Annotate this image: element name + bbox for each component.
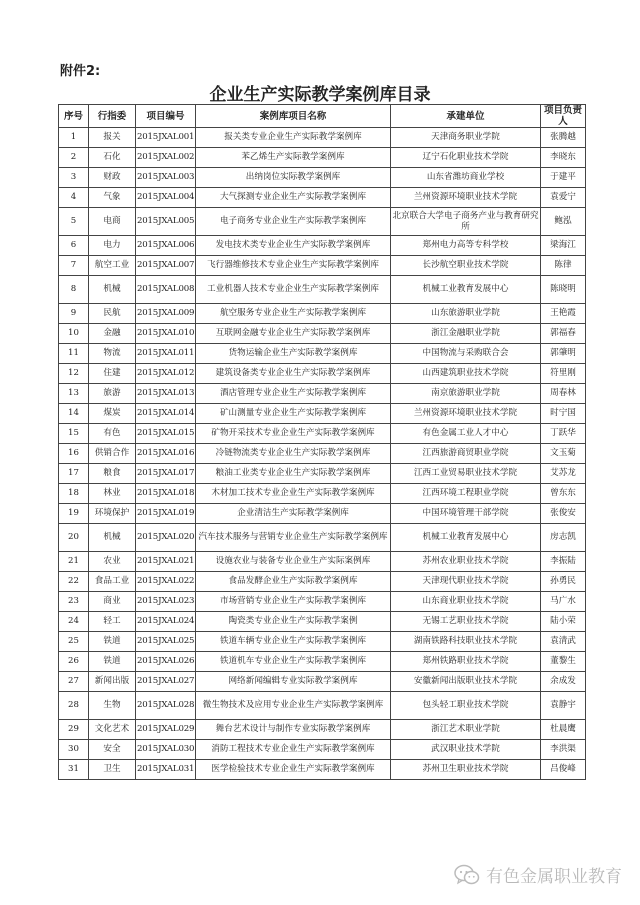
code-cell: 2015JXAL027 [136, 672, 196, 692]
industry-cell: 机械 [89, 524, 136, 552]
table-body [59, 128, 586, 780]
code-cell: 2015JXAL019 [136, 504, 196, 524]
name-cell: 矿物开采技术专业企业生产实际教学案例库 [196, 424, 391, 444]
seq-cell: 9 [59, 304, 89, 324]
table-row [59, 524, 586, 552]
seq-cell: 28 [59, 692, 89, 720]
code-cell: 2015JXAL006 [136, 236, 196, 256]
unit-cell: 天津商务职业学院 [391, 128, 541, 148]
name-cell: 互联网金融专业企业生产实际教学案例库 [196, 324, 391, 344]
name-cell: 工业机器人技术专业企业生产实际教学案例库 [196, 276, 391, 304]
table-row [59, 256, 586, 276]
header-industry: 行指委 [89, 105, 136, 128]
attachment-label: 附件2: [60, 64, 101, 79]
person-cell: 余成发 [541, 672, 586, 692]
person-cell: 马广水 [541, 592, 586, 612]
table-row [59, 592, 586, 612]
code-cell: 2015JXAL011 [136, 344, 196, 364]
code-cell: 2015JXAL012 [136, 364, 196, 384]
person-cell: 张腾越 [541, 128, 586, 148]
seq-cell: 21 [59, 552, 89, 572]
person-cell: 艾苏龙 [541, 464, 586, 484]
name-cell: 微生物技术及应用专业企业生产实际教学案例库 [196, 692, 391, 720]
table-row [59, 188, 586, 208]
table-row [59, 612, 586, 632]
table-row [59, 404, 586, 424]
table-row [59, 652, 586, 672]
seq-cell: 18 [59, 484, 89, 504]
table-row [59, 128, 586, 148]
seq-cell: 1 [59, 128, 89, 148]
industry-cell: 食品工业 [89, 572, 136, 592]
industry-cell: 金融 [89, 324, 136, 344]
wechat-icon [454, 864, 480, 886]
table-row [59, 760, 586, 780]
table-row [59, 484, 586, 504]
table-row [59, 384, 586, 404]
unit-cell: 武汉职业技术学院 [391, 740, 541, 760]
unit-cell: 山东省潍坊商业学校 [391, 168, 541, 188]
table-row [59, 740, 586, 760]
unit-cell: 苏州农业职业技术学院 [391, 552, 541, 572]
code-cell: 2015JXAL001 [136, 128, 196, 148]
unit-cell: 山西建筑职业技术学院 [391, 364, 541, 384]
person-cell: 董黎生 [541, 652, 586, 672]
code-cell: 2015JXAL030 [136, 740, 196, 760]
case-library-table [58, 104, 586, 780]
header-seq: 序号 [59, 105, 89, 128]
person-cell: 陆小荣 [541, 612, 586, 632]
table-row [59, 504, 586, 524]
industry-cell: 粮食 [89, 464, 136, 484]
person-cell: 袁清武 [541, 632, 586, 652]
industry-cell: 铁道 [89, 632, 136, 652]
code-cell: 2015JXAL025 [136, 632, 196, 652]
industry-cell: 电力 [89, 236, 136, 256]
unit-cell: 辽宁石化职业技术学院 [391, 148, 541, 168]
code-cell: 2015JXAL028 [136, 692, 196, 720]
name-cell: 电子商务专业企业生产实际教学案例库 [196, 208, 391, 236]
person-cell: 王艳霞 [541, 304, 586, 324]
seq-cell: 31 [59, 760, 89, 780]
name-cell: 矿山测量专业企业生产实际教学案例库 [196, 404, 391, 424]
table-row [59, 572, 586, 592]
person-cell: 陈律 [541, 256, 586, 276]
header-person: 项目负责人 [541, 105, 586, 128]
industry-cell: 卫生 [89, 760, 136, 780]
seq-cell: 29 [59, 720, 89, 740]
person-cell: 李洪渠 [541, 740, 586, 760]
industry-cell: 气象 [89, 188, 136, 208]
industry-cell: 新闻出版 [89, 672, 136, 692]
industry-cell: 物流 [89, 344, 136, 364]
name-cell: 设施农业与装备专业企业生产实际案例库 [196, 552, 391, 572]
name-cell: 市场营销专业企业生产实际教学案例库 [196, 592, 391, 612]
code-cell: 2015JXAL023 [136, 592, 196, 612]
unit-cell: 机械工业教育发展中心 [391, 276, 541, 304]
person-cell: 袁静宇 [541, 692, 586, 720]
seq-cell: 26 [59, 652, 89, 672]
table-row [59, 364, 586, 384]
table-row [59, 632, 586, 652]
watermark [454, 862, 622, 887]
industry-cell: 住建 [89, 364, 136, 384]
name-cell: 汽车技术服务与营销专业企业生产实际教学案例库 [196, 524, 391, 552]
person-cell: 郭肇明 [541, 344, 586, 364]
name-cell: 粮油工业类专业企业生产实际教学案例库 [196, 464, 391, 484]
name-cell: 建筑设备类专业企业生产实际教学案例库 [196, 364, 391, 384]
industry-cell: 报关 [89, 128, 136, 148]
code-cell: 2015JXAL020 [136, 524, 196, 552]
name-cell: 发电技术类专业企业生产实际教学案例库 [196, 236, 391, 256]
unit-cell: 苏州卫生职业技术学院 [391, 760, 541, 780]
table-row [59, 424, 586, 444]
unit-cell: 江西旅游商贸职业学院 [391, 444, 541, 464]
code-cell: 2015JXAL005 [136, 208, 196, 236]
person-cell: 鲍泓 [541, 208, 586, 236]
industry-cell: 煤炭 [89, 404, 136, 424]
table-row [59, 444, 586, 464]
name-cell: 飞行器维修技术专业企业生产实际教学案例库 [196, 256, 391, 276]
seq-cell: 30 [59, 740, 89, 760]
industry-cell: 环境保护 [89, 504, 136, 524]
unit-cell: 浙江金融职业学院 [391, 324, 541, 344]
industry-cell: 文化艺术 [89, 720, 136, 740]
table-row [59, 464, 586, 484]
seq-cell: 24 [59, 612, 89, 632]
seq-cell: 23 [59, 592, 89, 612]
code-cell: 2015JXAL009 [136, 304, 196, 324]
person-cell: 袁爱宁 [541, 188, 586, 208]
seq-cell: 13 [59, 384, 89, 404]
name-cell: 酒店管理专业企业生产实际教学案例库 [196, 384, 391, 404]
unit-cell: 湖南铁路科技职业技术学院 [391, 632, 541, 652]
unit-cell: 中国物流与采购联合会 [391, 344, 541, 364]
industry-cell: 供销合作 [89, 444, 136, 464]
person-cell: 郭福春 [541, 324, 586, 344]
code-cell: 2015JXAL017 [136, 464, 196, 484]
person-cell: 杜晨鹰 [541, 720, 586, 740]
industry-cell: 石化 [89, 148, 136, 168]
person-cell: 曾东东 [541, 484, 586, 504]
person-cell: 于建平 [541, 168, 586, 188]
table-row [59, 168, 586, 188]
name-cell: 报关类专业企业生产实际教学案例库 [196, 128, 391, 148]
name-cell: 医学检验技术专业企业生产实际教学案例库 [196, 760, 391, 780]
seq-cell: 14 [59, 404, 89, 424]
person-cell: 陈晓明 [541, 276, 586, 304]
person-cell: 时宁国 [541, 404, 586, 424]
code-cell: 2015JXAL010 [136, 324, 196, 344]
code-cell: 2015JXAL003 [136, 168, 196, 188]
name-cell: 木材加工技术专业企业生产实际教学案例库 [196, 484, 391, 504]
code-cell: 2015JXAL026 [136, 652, 196, 672]
code-cell: 2015JXAL014 [136, 404, 196, 424]
code-cell: 2015JXAL022 [136, 572, 196, 592]
unit-cell: 机械工业教育发展中心 [391, 524, 541, 552]
unit-cell: 郑州电力高等专科学校 [391, 236, 541, 256]
code-cell: 2015JXAL008 [136, 276, 196, 304]
name-cell: 铁道车辆专业企业生产实际教学案例库 [196, 632, 391, 652]
industry-cell: 农业 [89, 552, 136, 572]
name-cell: 冷链物流类专业企业生产实际教学案例库 [196, 444, 391, 464]
person-cell: 孙勇民 [541, 572, 586, 592]
person-cell: 房志凯 [541, 524, 586, 552]
seq-cell: 20 [59, 524, 89, 552]
unit-cell: 郑州铁路职业技术学院 [391, 652, 541, 672]
unit-cell: 包头轻工职业技术学院 [391, 692, 541, 720]
industry-cell: 轻工 [89, 612, 136, 632]
person-cell: 李振陆 [541, 552, 586, 572]
header-code: 项目编号 [136, 105, 196, 128]
seq-cell: 5 [59, 208, 89, 236]
table-row [59, 672, 586, 692]
unit-cell: 浙江艺术职业学院 [391, 720, 541, 740]
header-unit: 承建单位 [391, 105, 541, 128]
seq-cell: 15 [59, 424, 89, 444]
seq-cell: 25 [59, 632, 89, 652]
seq-cell: 6 [59, 236, 89, 256]
table-row [59, 552, 586, 572]
name-cell: 陶瓷类专业企业生产实际教学案例 [196, 612, 391, 632]
name-cell: 消防工程技术专业企业生产实际教学案例库 [196, 740, 391, 760]
industry-cell: 旅游 [89, 384, 136, 404]
industry-cell: 电商 [89, 208, 136, 236]
code-cell: 2015JXAL021 [136, 552, 196, 572]
industry-cell: 机械 [89, 276, 136, 304]
code-cell: 2015JXAL013 [136, 384, 196, 404]
seq-cell: 17 [59, 464, 89, 484]
code-cell: 2015JXAL015 [136, 424, 196, 444]
name-cell: 航空服务专业企业生产实际教学案例库 [196, 304, 391, 324]
table-row [59, 208, 586, 236]
unit-cell: 安徽新闻出版职业技术学院 [391, 672, 541, 692]
industry-cell: 民航 [89, 304, 136, 324]
table-row [59, 344, 586, 364]
code-cell: 2015JXAL007 [136, 256, 196, 276]
unit-cell: 江西工业贸易职业技术学院 [391, 464, 541, 484]
table-row [59, 324, 586, 344]
person-cell: 李晓东 [541, 148, 586, 168]
code-cell: 2015JXAL018 [136, 484, 196, 504]
seq-cell: 4 [59, 188, 89, 208]
industry-cell: 安全 [89, 740, 136, 760]
seq-cell: 11 [59, 344, 89, 364]
seq-cell: 16 [59, 444, 89, 464]
person-cell: 张俊安 [541, 504, 586, 524]
unit-cell: 江西环境工程职业学院 [391, 484, 541, 504]
header-name: 案例库项目名称 [196, 105, 391, 128]
industry-cell: 财政 [89, 168, 136, 188]
seq-cell: 22 [59, 572, 89, 592]
seq-cell: 27 [59, 672, 89, 692]
code-cell: 2015JXAL024 [136, 612, 196, 632]
code-cell: 2015JXAL016 [136, 444, 196, 464]
name-cell: 出纳岗位实际教学案例库 [196, 168, 391, 188]
table-row [59, 236, 586, 256]
name-cell: 货物运输企业生产实际教学案例库 [196, 344, 391, 364]
industry-cell: 生物 [89, 692, 136, 720]
name-cell: 铁道机车专业企业生产实际教学案例库 [196, 652, 391, 672]
unit-cell: 山东商业职业技术学院 [391, 592, 541, 612]
table-row [59, 304, 586, 324]
industry-cell: 航空工业 [89, 256, 136, 276]
unit-cell: 长沙航空职业技术学院 [391, 256, 541, 276]
person-cell: 文玉菊 [541, 444, 586, 464]
name-cell: 企业清洁生产实际教学案例库 [196, 504, 391, 524]
industry-cell: 林业 [89, 484, 136, 504]
name-cell: 苯乙烯生产实际教学案例库 [196, 148, 391, 168]
seq-cell: 3 [59, 168, 89, 188]
person-cell: 吕俊峰 [541, 760, 586, 780]
industry-cell: 商业 [89, 592, 136, 612]
seq-cell: 12 [59, 364, 89, 384]
industry-cell: 铁道 [89, 652, 136, 672]
seq-cell: 2 [59, 148, 89, 168]
code-cell: 2015JXAL004 [136, 188, 196, 208]
unit-cell: 天津现代职业技术学院 [391, 572, 541, 592]
unit-cell: 兰州资源环境职业技术学院 [391, 404, 541, 424]
seq-cell: 10 [59, 324, 89, 344]
person-cell: 周春林 [541, 384, 586, 404]
watermark-text: 有色金属职业教育 [486, 867, 622, 887]
unit-cell: 无锡工艺职业技术学院 [391, 612, 541, 632]
person-cell: 符里刚 [541, 364, 586, 384]
table-row [59, 692, 586, 720]
unit-cell: 中国环境管理干部学院 [391, 504, 541, 524]
unit-cell: 兰州资源环境职业技术学院 [391, 188, 541, 208]
seq-cell: 19 [59, 504, 89, 524]
person-cell: 丁跃华 [541, 424, 586, 444]
person-cell: 梁海江 [541, 236, 586, 256]
seq-cell: 7 [59, 256, 89, 276]
code-cell: 2015JXAL002 [136, 148, 196, 168]
name-cell: 网络新闻编辑专业实际教学案例库 [196, 672, 391, 692]
table-row [59, 276, 586, 304]
table-header-row [59, 105, 586, 128]
unit-cell: 有色金属工业人才中心 [391, 424, 541, 444]
unit-cell: 山东旅游职业学院 [391, 304, 541, 324]
unit-cell: 北京联合大学电子商务产业与教育研究所 [391, 208, 541, 236]
code-cell: 2015JXAL029 [136, 720, 196, 740]
document-title: 企业生产实际教学案例库目录 [209, 85, 431, 105]
industry-cell: 有色 [89, 424, 136, 444]
name-cell: 大气探测专业企业生产实际教学案例库 [196, 188, 391, 208]
name-cell: 食品发酵企业生产实际教学案例库 [196, 572, 391, 592]
code-cell: 2015JXAL031 [136, 760, 196, 780]
name-cell: 舞台艺术设计与制作专业实际教学案例库 [196, 720, 391, 740]
unit-cell: 南京旅游职业学院 [391, 384, 541, 404]
seq-cell: 8 [59, 276, 89, 304]
table-row [59, 720, 586, 740]
table-row [59, 148, 586, 168]
